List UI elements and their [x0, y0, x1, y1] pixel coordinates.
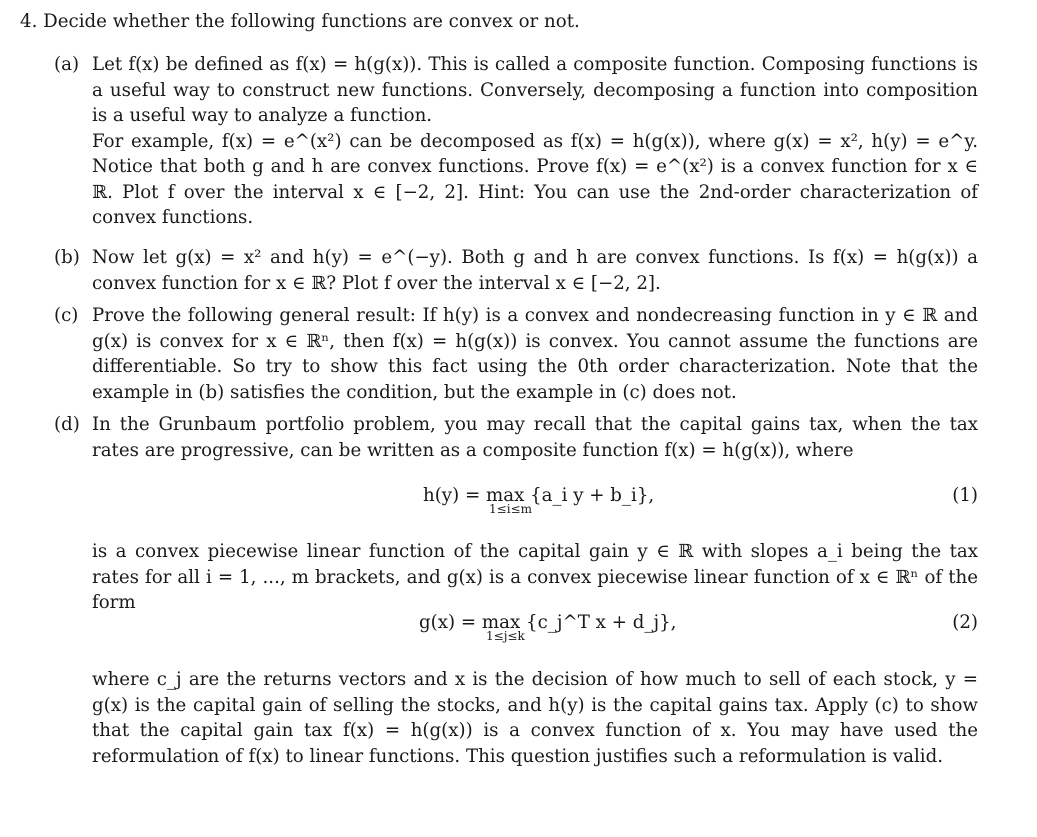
question-heading: [20, 9, 580, 35]
equation-2-body: g(x) = max {c_j^T x + d_j},: [419, 612, 677, 633]
part-b-text: Now let g(x) = x² and h(y) = e^(−y). Both g and h are convex functions. Is f(x) = h(g(x)) a convex function for x ∈ ℝ? Plot f over the interval x ∈ [−2, 2].: [92, 247, 978, 294]
part-b: [54, 245, 978, 296]
part-a-paragraph-2: For example, f(x) = e^(x²) can be decomposed as f(x) = h(g(x)), where g(x) = x², h(y) = e^y. Notice that both g and h are convex functions. Prove f(x) = e^(x²) is a convex function for x ∈ ℝ. Plot f over the interval x ∈ [−2, 2]. Hint: You can use the 2nd-order characterization of convex functions.: [92, 130, 978, 228]
equation-2-subscript: 1≤j≤k: [486, 629, 525, 643]
part-d-label: (d): [54, 414, 80, 435]
equation-2-number: (2): [952, 612, 978, 633]
part-c: [54, 303, 978, 405]
part-c-label: (c): [54, 305, 79, 326]
part-a-paragraph-1: Let f(x) be defined as f(x) = h(g(x)). This is called a composite function. Composing functions is a useful way to construct new functions. Conversely, decomposing a function into composition is a useful way to analyze a function.: [92, 54, 978, 126]
part-a: [54, 52, 978, 231]
part-d-outro: [54, 667, 978, 769]
part-c-text: Prove the following general result: If h(y) is a convex and nondecreasing function in y ∈ ℝ and g(x) is convex for x ∈ ℝⁿ, then f(x) = h(g(x)) is convex. You cannot assume the functions are differentiable. So try to show this fact using the 0th order characterization. Note that the example in (b) satisfies the condition, but the example in (c) does not.: [92, 305, 978, 403]
equation-1: [54, 483, 978, 523]
equation-2: [54, 610, 978, 650]
equation-1-subscript: 1≤i≤m: [489, 502, 532, 516]
part-d-outro-text: where c_j are the returns vectors and x is the decision of how much to sell of each stock, y = g(x) is the capital gain of selling the stocks, and h(y) is the capital gains tax. Apply (c) to show that the capital gain tax f(x) = h(g(x)) is a convex function of x. You may have used the reformulation of f(x) to linear functions. This question justifies such a reformulation is valid.: [92, 669, 978, 767]
equation-1-number: (1): [952, 485, 978, 506]
question-number: 4.: [20, 11, 38, 32]
part-a-label: (a): [54, 54, 80, 75]
part-b-label: (b): [54, 247, 80, 268]
part-d-middle-text: is a convex piecewise linear function of the capital gain y ∈ ℝ with slopes a_i being the tax rates for all i = 1, ..., m brackets, and g(x) is a convex piecewise linear function of x ∈ ℝⁿ of the form: [92, 541, 978, 613]
equation-1-body: h(y) = max {a_i y + b_i},: [423, 485, 655, 506]
question-title: Decide whether the following functions are convex or not.: [43, 11, 580, 32]
part-d: [54, 412, 978, 463]
part-d-intro: In the Grunbaum portfolio problem, you may recall that the capital gains tax, when the tax rates are progressive, can be written as a composite function f(x) = h(g(x)), where: [92, 414, 978, 461]
part-d-middle: [54, 539, 978, 616]
